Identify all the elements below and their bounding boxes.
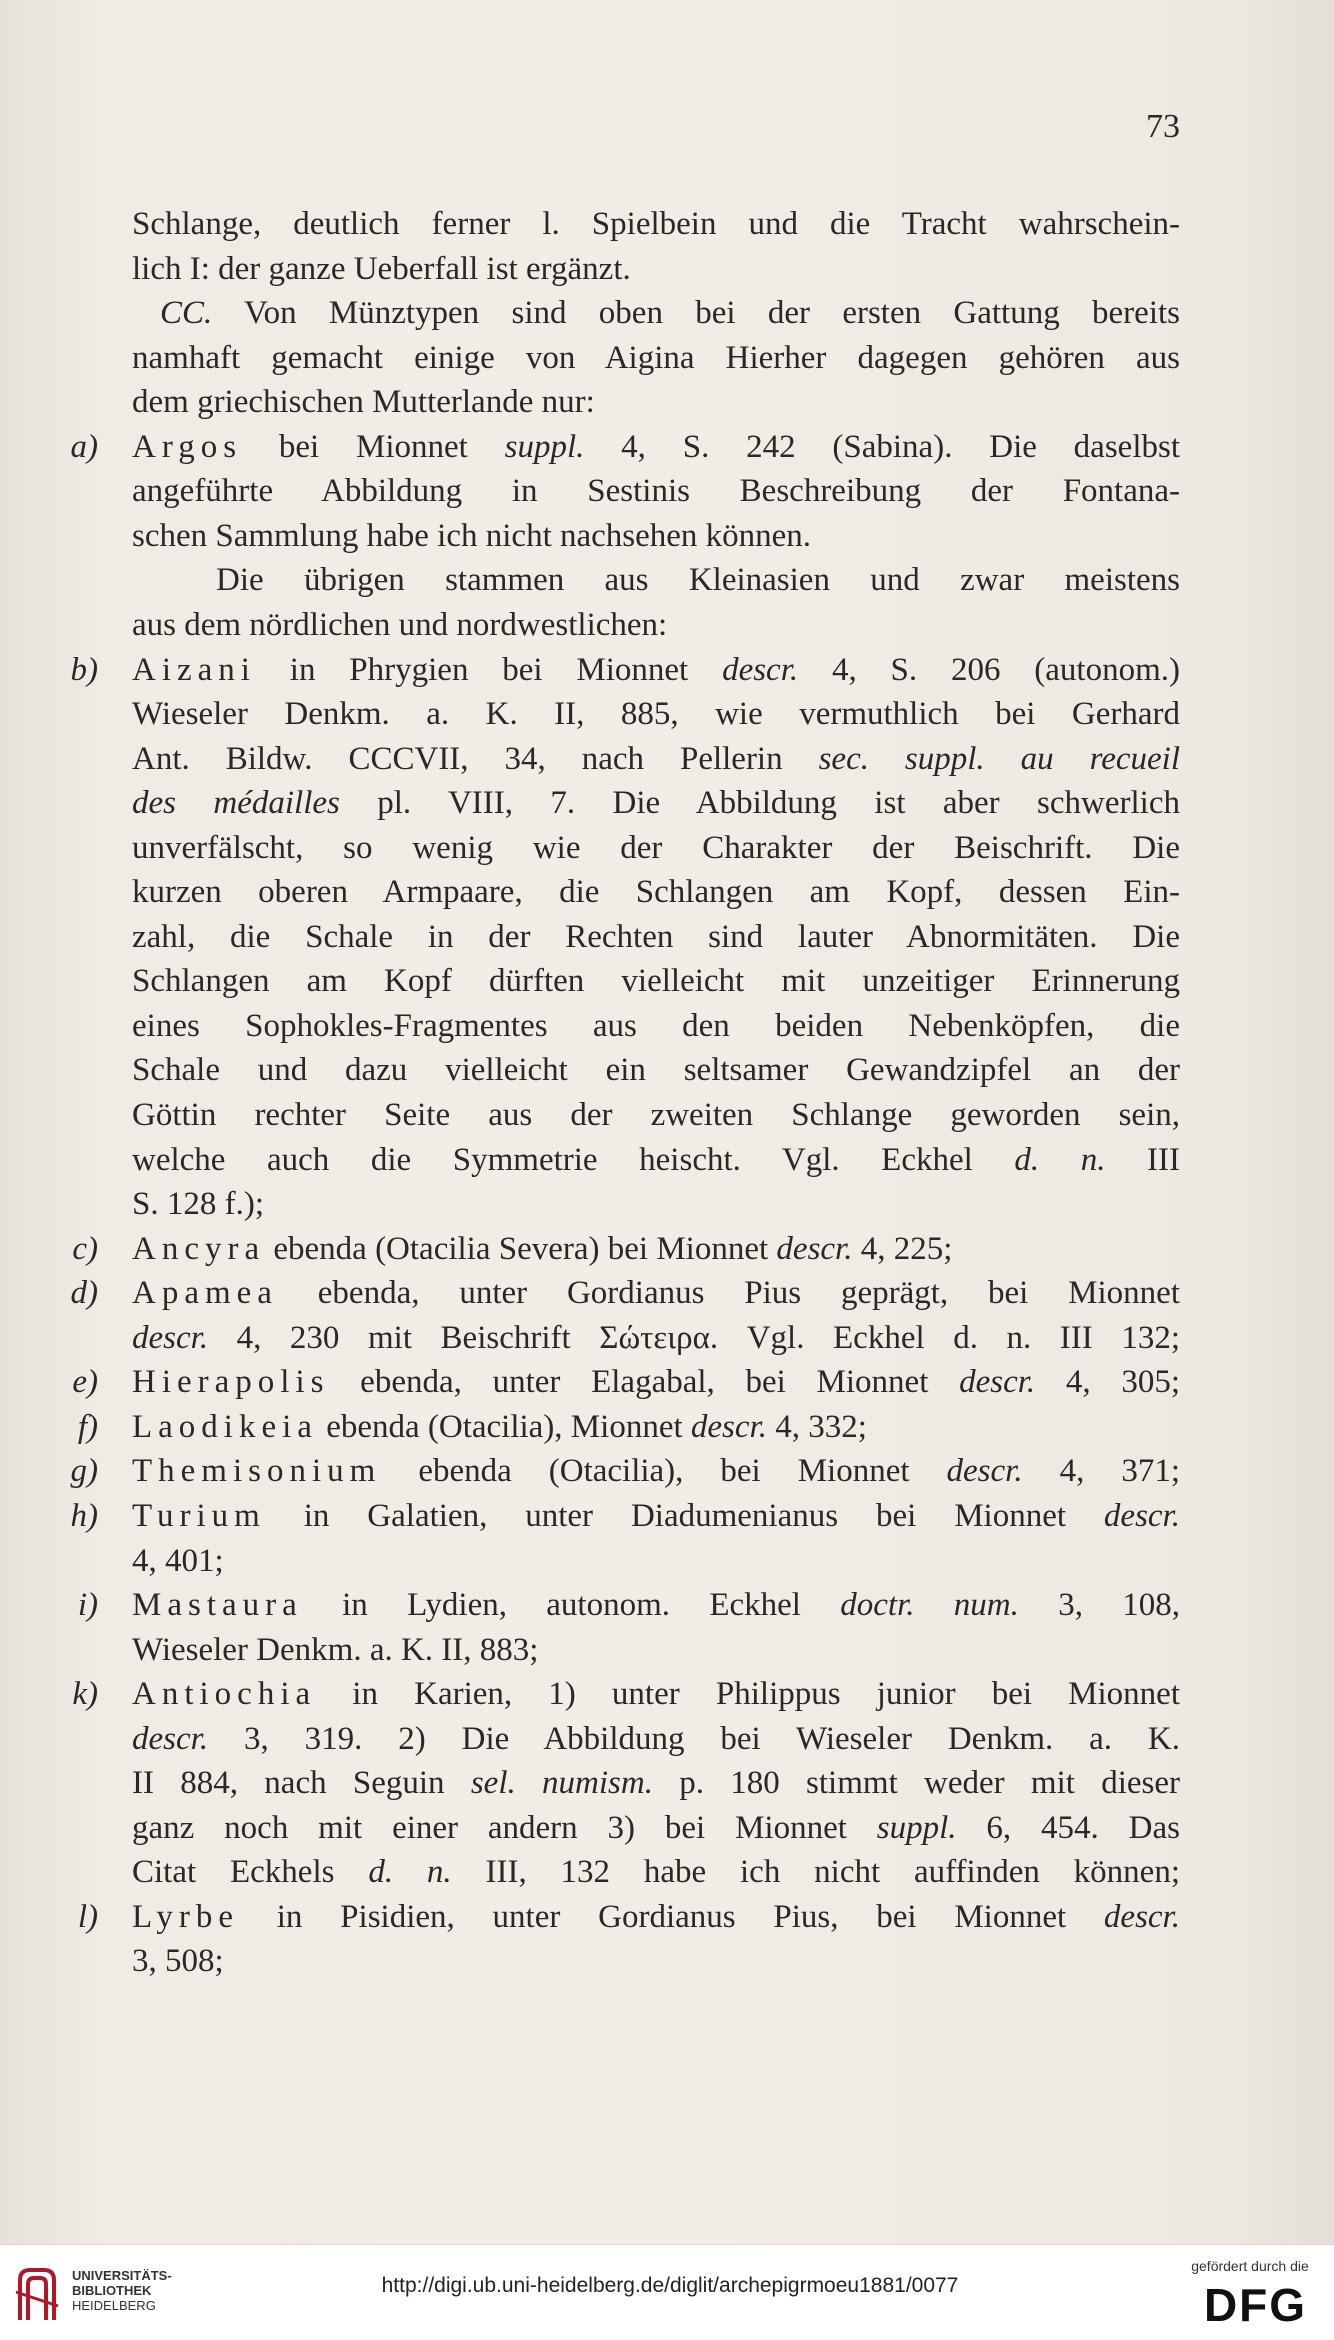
text-line [132,469,1180,513]
text-line [132,514,1180,558]
text-line [132,336,1180,380]
place-name: Laodikeia [132,1409,318,1445]
text-segment: dem griechischen Mutterlande nur: [132,384,595,420]
text-segment: ebenda (Otacilia Severa) bei Mionnet [265,1231,777,1267]
text-segment: ebenda, unter Gordianus Pius geprägt, bei Mionnet [277,1275,1180,1311]
text-segment: lich I: der ganze Ueberfall ist ergänzt. [132,251,631,287]
italic-text: d. n. [368,1854,452,1890]
text-line [132,603,1180,647]
italic-text: descr. [132,1320,209,1356]
text-line [132,202,1180,246]
text-line [132,1004,1180,1048]
library-line-2: BIBLIOTHEK [72,2283,152,2298]
italic-text: descr. [776,1231,853,1267]
place-name: Mastaura [132,1587,303,1623]
place-name: Lyrbe [132,1899,239,1935]
text-line [132,1806,1180,1850]
text-segment: 4, 332; [766,1409,867,1445]
text-segment: Von Münztypen sind oben bei der ersten Gattung bereits [212,295,1180,331]
text-segment: angeführte Abbildung in Sestinis Beschreibung der Fontana- [132,473,1180,509]
text-segment: 4, 305; [1035,1364,1180,1400]
text-line [132,1939,1180,1983]
text-segment: II 884, nach Seguin [132,1765,471,1801]
item-label: c) [72,1231,98,1267]
text-segment: ebenda (Otacilia), Mionnet [317,1409,691,1445]
text-segment: ganz noch mit einer andern 3) bei Mionnet [132,1810,877,1846]
text-line [132,425,1180,469]
text-line [132,1895,1180,1939]
italic-text: descr. [722,652,799,688]
text-segment: 4, 401; [132,1543,224,1579]
text-segment: aus dem nördlichen und nordwestlichen: [132,607,668,643]
text-segment: 4, S. 206 (autonom.) [798,652,1180,688]
text-line [132,1850,1180,1894]
italic-text: sec. suppl. au recueil [818,741,1180,777]
text-segment: zahl, die Schale in der Rechten sind lauter Abnormitäten. Die [132,919,1180,955]
item-label: b) [70,652,98,688]
text-segment: Wieseler Denkm. a. K. II, 883; [132,1632,539,1668]
text-segment: kurzen oberen Armpaare, die Schlangen am Kopf, dessen Ein- [132,874,1180,910]
funding-caption: gefördert durch die [1191,2258,1309,2274]
text-segment: in Galatien, unter Diadumenianus bei Mionnet [265,1498,1104,1534]
library-line-3: HEIDELBERG [72,2298,156,2313]
text-segment: S. 128 f.); [132,1186,264,1222]
text-line [132,380,1180,424]
text-line [132,1761,1180,1805]
item-label: e) [72,1364,98,1400]
text-line [132,915,1180,959]
text-line [132,781,1180,825]
text-segment: Wieseler Denkm. a. K. II, 885, wie vermuthlich bei Gerhard [132,696,1180,732]
italic-text: CC. [160,295,213,331]
text-line [160,291,1180,335]
item-label: h) [70,1498,98,1534]
text-line [132,1227,1180,1271]
italic-text: d. n. [1014,1142,1106,1178]
italic-text: suppl. [504,429,585,465]
text-segment: ebenda (Otacilia), bei Mionnet [381,1453,947,1489]
text-line [132,692,1180,736]
text-segment: 4, S. 242 (Sabina). Die daselbst [584,429,1180,465]
text-segment: ebenda, unter Elagabal, bei Mionnet [329,1364,960,1400]
item-label: d) [70,1275,98,1311]
text-line [132,1316,1180,1360]
italic-text: descr. [1103,1498,1180,1534]
text-segment: pl. VIII, 7. Die Abbildung ist aber schwerlich [339,785,1180,821]
text-segment: Göttin rechter Seite aus der zweiten Schlange geworden sein, [132,1097,1180,1133]
item-label: g) [70,1453,98,1489]
italic-text: descr. [690,1409,767,1445]
place-name: Turium [132,1498,266,1534]
text-segment: III, 132 habe ich nicht auffinden können; [451,1854,1180,1890]
text-segment: in Karien, 1) unter Philippus junior bei Mionnet [316,1676,1180,1712]
text-line [132,1672,1180,1716]
text-line [132,826,1180,870]
text-line [132,648,1180,692]
text-line [132,870,1180,914]
text-line [132,1628,1180,1672]
text-segment: Schlange, deutlich ferner l. Spielbein und die Tracht wahrschein- [132,206,1180,242]
text-segment: in Pisidien, unter Gordianus Pius, bei Mionnet [238,1899,1104,1935]
text-segment: Schale und dazu vielleicht ein seltsamer Gewandzipfel an der [132,1052,1180,1088]
place-name: Apamea [132,1275,278,1311]
text-segment: 6, 454. Das [956,1810,1180,1846]
text-segment: 4, 225; [852,1231,953,1267]
text-line [132,1405,1180,1449]
text-segment: bei Mionnet [242,429,505,465]
place-name: Antiochia [132,1676,317,1712]
text-line [132,737,1180,781]
permalink-url[interactable]: http://digi.ub.uni-heidelberg.de/diglit/archepigrmoeu1881/0077 [381,2274,959,2297]
text-segment: unverfälscht, so wenig wie der Charakter der Beischrift. Die [132,830,1180,866]
text-segment: welche auch die Symmetrie heischt. Vgl. Eckhel [132,1142,1015,1178]
text-segment: 4, 230 mit Beischrift Σώτειρα. Vgl. Eckhel d. n. III 132; [208,1320,1180,1356]
text-segment: 3, 319. 2) Die Abbildung bei Wieseler Denkm. a. K. [208,1721,1180,1757]
place-name: Ancyra [132,1231,266,1267]
text-segment: in Lydien, autonom. Eckhel [302,1587,841,1623]
page-number: 73 [1146,108,1180,145]
place-name: Aizani [132,652,256,688]
text-line [132,1182,1180,1226]
text-line [132,1360,1180,1404]
place-name: Themisonium [132,1453,382,1489]
italic-text: descr. [1103,1899,1180,1935]
italic-text: sel. numism. [470,1765,653,1801]
text-line [132,1449,1180,1493]
text-line [132,1271,1180,1315]
text-segment: namhaft gemacht einige von Aigina Hierher dagegen gehören aus [132,340,1180,376]
place-name: Hierapolis [132,1364,330,1400]
italic-text: doctr. num. [840,1587,1019,1623]
text-line [132,959,1180,1003]
text-segment: 3, 508; [132,1943,224,1979]
text-segment: Die übrigen stammen aus Kleinasien und zwar meistens [216,562,1180,598]
text-segment: Citat Eckhels [132,1854,369,1890]
italic-text: descr. [132,1721,209,1757]
place-name: Argos [132,429,243,465]
item-label: f) [77,1409,98,1445]
text-segment: Schlangen am Kopf dürften vielleicht mit unzeitiger Erinnerung [132,963,1180,999]
text-line [216,558,1180,602]
text-line [132,247,1180,291]
text-line [132,1494,1180,1538]
italic-text: suppl. [876,1810,957,1846]
text-segment: schen Sammlung habe ich nicht nachsehen können. [132,518,812,554]
library-line-1: UNIVERSITÄTS- [72,2268,172,2283]
dfg-logo: DFG [1203,2279,1308,2331]
text-line [132,1539,1180,1583]
item-label: i) [77,1587,98,1623]
university-library-name [72,2268,172,2313]
text-line [132,1093,1180,1137]
italic-text: des médailles [132,785,340,821]
text-line [132,1138,1180,1182]
text-segment: 4, 371; [1022,1453,1180,1489]
item-label: a) [70,429,98,465]
italic-text: descr. [946,1453,1023,1489]
text-segment: p. 180 stimmt weder mit dieser [652,1765,1180,1801]
text-segment: III [1105,1142,1180,1178]
text-segment: in Phrygien bei Mionnet [255,652,723,688]
text-line [132,1717,1180,1761]
item-label: l) [77,1899,98,1935]
italic-text: descr. [959,1364,1036,1400]
text-line [132,1048,1180,1092]
text-segment: 3, 108, [1018,1587,1180,1623]
university-library-logo-icon [14,2262,60,2324]
item-label: k) [72,1676,98,1712]
text-line [132,1583,1180,1627]
text-segment: eines Sophokles-Fragmentes aus den beiden Nebenköpfen, die [132,1008,1180,1044]
text-segment: Ant. Bildw. CCCVII, 34, nach Pellerin [132,741,819,777]
